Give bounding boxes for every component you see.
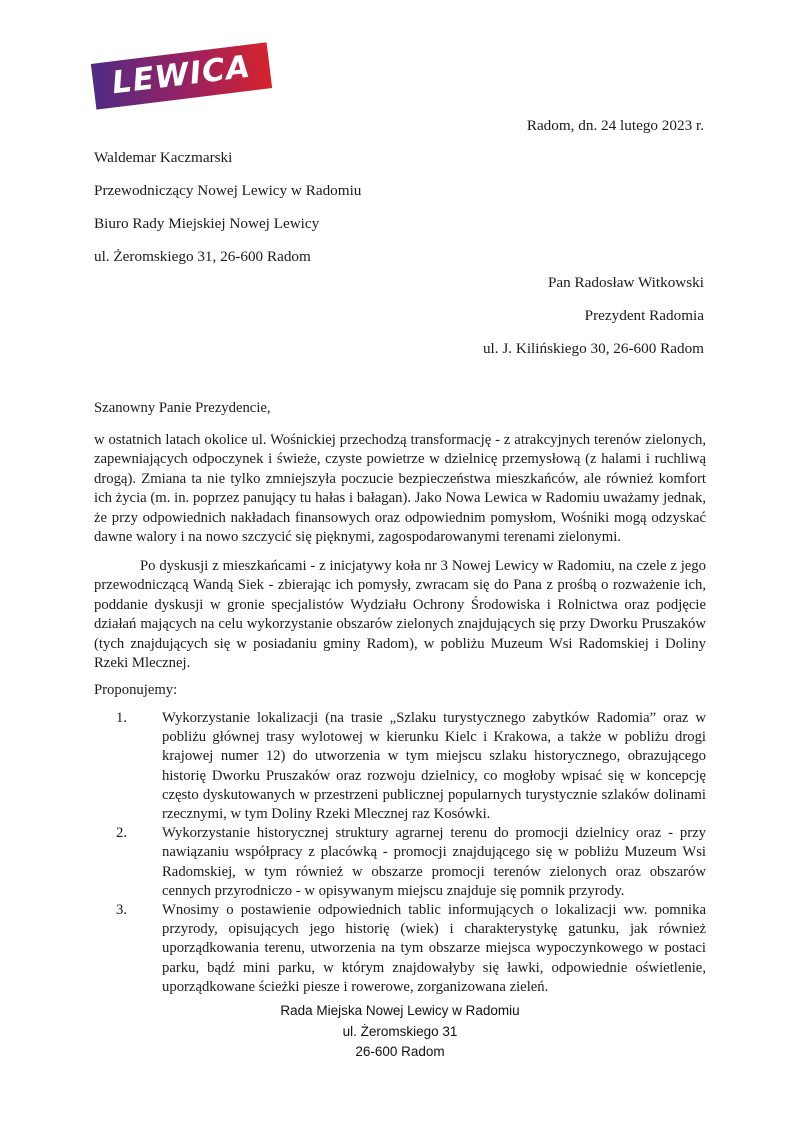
footer-block (94, 1001, 706, 1063)
salutation: Szanowny Panie Prezydencie, (94, 400, 271, 416)
footer-organization: Rada Miejska Nowej Lewicy w Radomiu (280, 1003, 520, 1019)
recipient-block (483, 266, 704, 365)
proposal-text-2: Wykorzystanie historycznej struktury agrarnej terenu do promocji dzielnicy oraz - przy nawiązaniu współpracy z placówką - promocji znajdującego się w pobliżu Muzeum Wsi Radomskiej, w tym również w obszarze promocji terenów zielonych oraz obszarów cennych przyrodniczo - w opisywanym miejscu znajduje się pomnik przyrody. (162, 825, 706, 899)
proposal-item-3 (94, 901, 706, 997)
sender-office: Biuro Rady Miejskiej Nowej Lewicy (94, 215, 320, 232)
footer-city: 26-600 Radom (355, 1044, 445, 1060)
proposals-list (94, 709, 706, 997)
lewica-logo (91, 42, 272, 109)
proposal-item-1 (94, 709, 706, 824)
recipient-address: ul. J. Kilińskiego 30, 26-600 Radom (482, 340, 704, 357)
paragraph-intro: w ostatnich latach okolice ul. Wośnickiej przechodzą transformację - z atrakcyjnych terenów zielonych, zapewniających odpoczynek i świeże, czyste powietrze w dzielnicę przemysłową (z halami i ruchliwą drogą). Zmiana ta nie tylko zmniejszyła poczucie bezpieczeństwa mieszkańców, ale również komfort ich życia (m. in. poprzez panujący tu hałas i bałagan). Jako Nowa Lewica w Radomiu uważamy jednak, że przy odpowiednich nakładach finansowych oraz odpowiednim pomysłom, Wośniki mogą odzyskać dawne walory i na nowo szczycić się pięknymi, zagospodarowanymi terenami zielonymi. (94, 431, 706, 545)
proposal-number-1: 1. (116, 710, 128, 726)
letter-body (94, 399, 706, 1063)
lewica-logo-text: LEWICA (109, 48, 253, 101)
proposal-number-3: 3. (116, 902, 128, 919)
paragraph-request: Po dyskusji z mieszkańcami - z inicjatywy koła nr 3 Nowej Lewicy w Radomiu, na czele z jego przewodniczącą Wandą Siek - zbierając ich pomysły, zwracam się do Pana z prośbą o rozważenie ich, poddanie dyskusji w gronie specjalistów Wydziału Ochrony Środowiska i Rolnictwa oraz podjęcie działań mających na celu wykorzystanie obszarów zielonych znajdujących się przy Dworku Pruszaków (tych znajdujących się w posiadaniu gminy Radom), w pobliżu Muzeum Wsi Radomskiej i Doliny Rzeki Mlecznej. (94, 557, 706, 671)
proposal-item-2 (94, 824, 706, 901)
date-line: Radom, dn. 24 lutego 2023 r. (526, 117, 704, 134)
sender-address: ul. Żeromskiego 31, 26-600 Radom (94, 248, 311, 265)
proposal-text-1: Wykorzystanie lokalizacji (na trasie „Szlaku turystycznego zabytków Radomia” oraz w pobliżu głównej trasy wylotowej w kierunku Kielc i Krakowa, a także w pobliżu drogi krajowej numer 12) do utworzenia w tym miejscu szlaku historycznego, obrazującego historię Dworku Pruszaków oraz rozwoju dzielnicy, co mogłoby wpisać się w koncepcję często dyskutowanych w przestrzeni publicznej popularnych turystycznie szlaków dolinami rzecznymi, w tym Doliny Rzeki Mlecznej raz Kosówki. (162, 710, 706, 823)
sender-title: Przewodniczący Nowej Lewicy w Radomiu (94, 182, 362, 199)
recipient-name: Pan Radosław Witkowski (547, 274, 704, 291)
recipient-title: Prezydent Radomia (584, 307, 704, 324)
proposals-intro: Proponujemy: (94, 681, 178, 698)
sender-name: Waldemar Kaczmarski (94, 149, 233, 166)
footer-street: ul. Żeromskiego 31 (342, 1023, 458, 1039)
sender-block (94, 141, 361, 273)
proposal-number-2: 2. (116, 825, 128, 842)
proposal-text-3: Wnosimy o postawienie odpowiednich tablic informujących o lokalizacji ww. pomnika przyrody, opisujących jego historię (wiek) i charakterystykę gatunku, jak również uporządkowania terenu, utworzenia na tym obszarze miejsca wypoczynkowego w postaci parku, bądź mini parku, w którym znajdowałyby się ławki, odpowiednie oświetlenie, uporządkowane ścieżki piesze i rowerowe, zorganizowana zieleń. (162, 902, 706, 995)
